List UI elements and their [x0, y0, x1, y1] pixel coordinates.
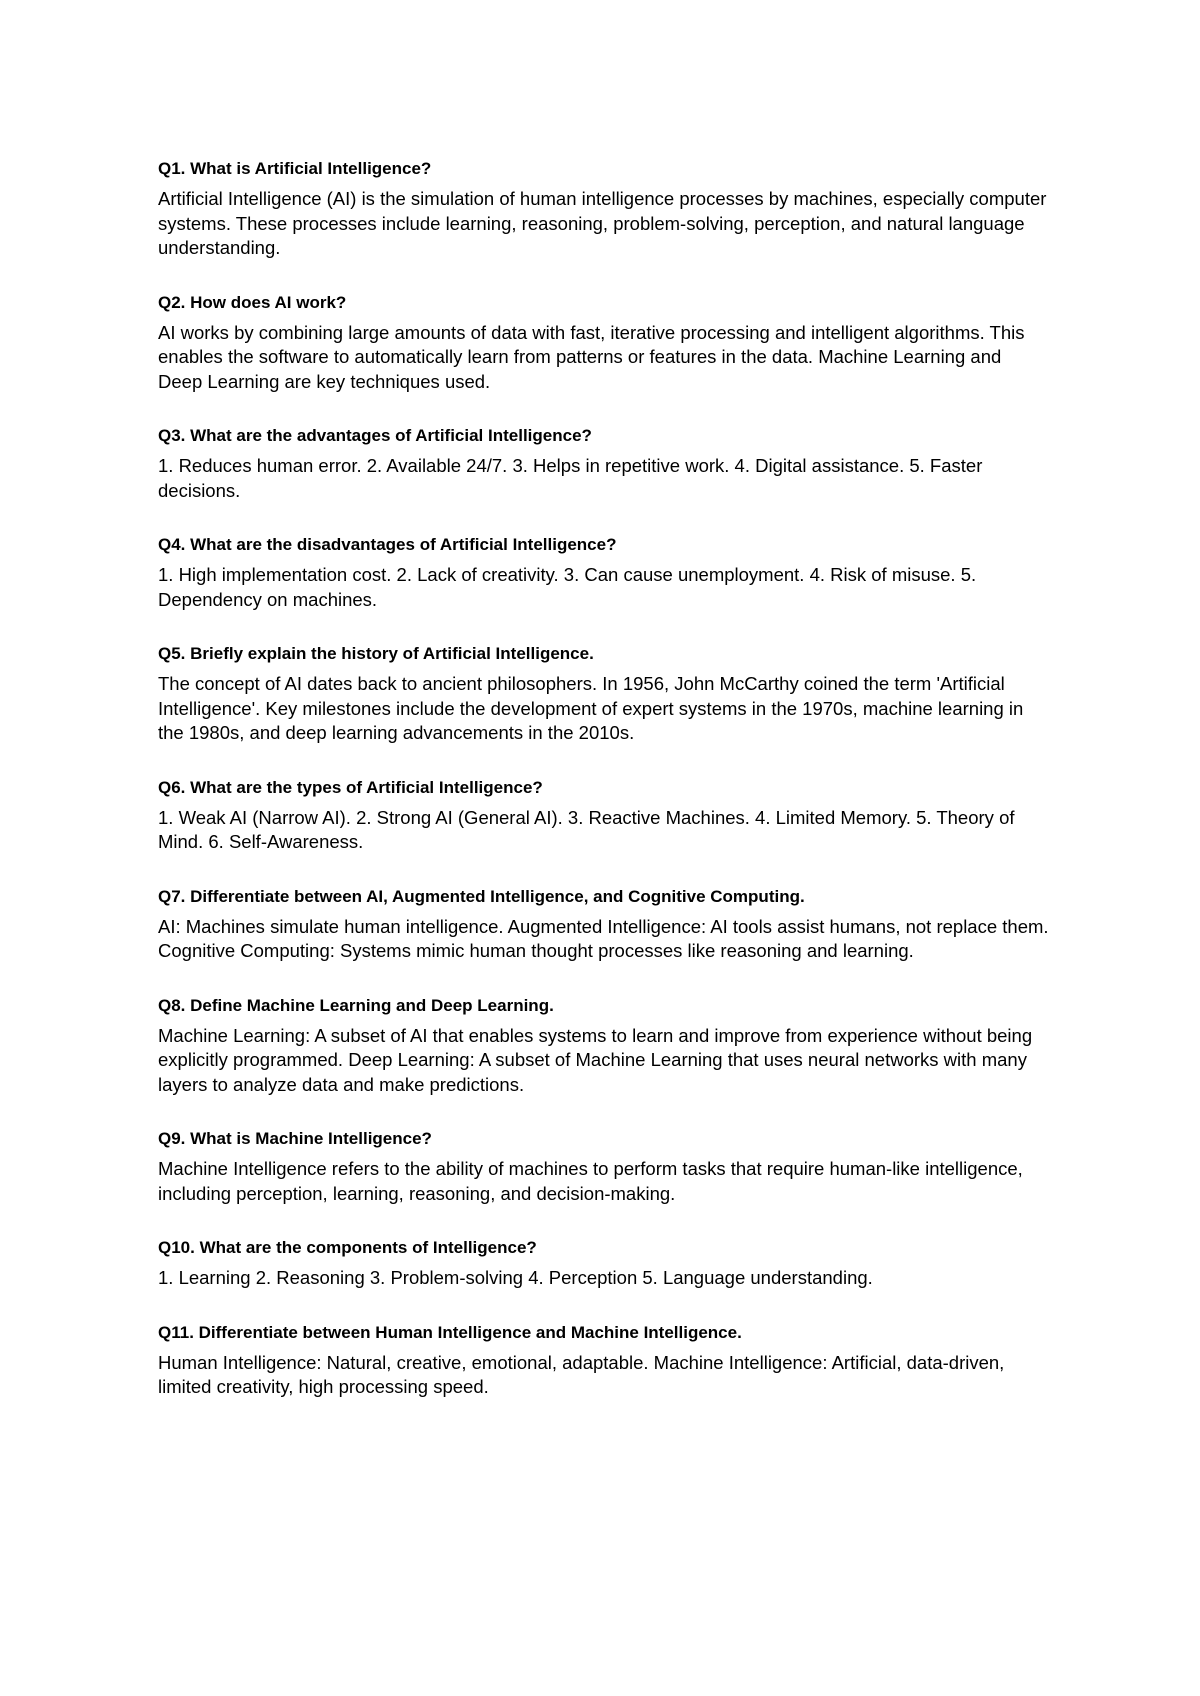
question-heading: Q1. What is Artificial Intelligence? — [158, 159, 432, 178]
qa-item-2 — [158, 293, 1050, 395]
answer-text: The concept of AI dates back to ancient philosophers. In 1956, John McCarthy coined the term 'Artificial Intelligence'. Key milestones include the development of expert systems in the 1970s, machine learning in the 1980s, and deep learning advancements in the 2010s. — [158, 673, 1024, 743]
qa-item-4 — [158, 535, 1050, 612]
answer-text: AI: Machines simulate human intelligence. Augmented Intelligence: AI tools assist humans, not replace them. Cognitive Computing: Systems mimic human thought processes like reasoning and learning. — [158, 915, 1049, 961]
qa-item-10 — [158, 1238, 1050, 1291]
answer-text: 1. Learning 2. Reasoning 3. Problem-solving 4. Perception 5. Language understanding. — [158, 1267, 873, 1288]
question-heading: Q6. What are the types of Artificial Intelligence? — [158, 777, 543, 797]
answer-text: Human Intelligence: Natural, creative, emotional, adaptable. Machine Intelligence: Artificial, data-driven, limited creativity, high processing speed. — [158, 1351, 1005, 1397]
qa-item-6 — [158, 778, 1050, 855]
qa-item-3 — [158, 426, 1050, 503]
qa-item-11 — [158, 1323, 1050, 1400]
answer-text: 1. Weak AI (Narrow AI). 2. Strong AI (General AI). 3. Reactive Machines. 4. Limited Memory. 5. Theory of Mind. 6. Self-Awareness. — [158, 806, 1015, 852]
answer-text: 1. Reduces human error. 2. Available 24/7. 3. Helps in repetitive work. 4. Digital assistance. 5. Faster decisions. — [158, 455, 983, 501]
answer-text: 1. High implementation cost. 2. Lack of creativity. 3. Can cause unemployment. 4. Risk of misuse. 5. Dependency on machines. — [158, 564, 977, 610]
answer-text: Artificial Intelligence (AI) is the simulation of human intelligence processes by machines, especially computer systems. These processes include learning, reasoning, problem-solving, perception, and natural language understanding. — [158, 188, 1047, 258]
question-heading: Q3. What are the advantages of Artificial Intelligence? — [158, 426, 592, 445]
answer-text: Machine Learning: A subset of AI that enables systems to learn and improve from experience without being explicitly programmed. Deep Learning: A subset of Machine Learning that uses neural networks with many layers to analyze data and make predictions. — [158, 1024, 1033, 1095]
question-heading: Q10. What are the components of Intelligence? — [158, 1238, 537, 1257]
question-heading: Q5. Briefly explain the history of Artificial Intelligence. — [158, 644, 594, 663]
question-heading: Q4. What are the disadvantages of Artificial Intelligence? — [158, 535, 617, 554]
question-heading: Q11. Differentiate between Human Intelligence and Machine Intelligence. — [158, 1322, 742, 1342]
qa-item-7 — [158, 887, 1050, 964]
answer-text: Machine Intelligence refers to the ability of machines to perform tasks that require human-like intelligence, including perception, learning, reasoning, and decision-making. — [158, 1158, 1023, 1204]
qa-item-1 — [158, 159, 1050, 261]
question-heading: Q2. How does AI work? — [158, 292, 347, 312]
qa-item-9 — [158, 1129, 1050, 1206]
question-heading: Q8. Define Machine Learning and Deep Learning. — [158, 995, 554, 1015]
qa-item-5 — [158, 644, 1050, 746]
question-heading: Q9. What is Machine Intelligence? — [158, 1129, 432, 1148]
question-heading: Q7. Differentiate between AI, Augmented Intelligence, and Cognitive Computing. — [158, 886, 805, 906]
qa-item-8 — [158, 996, 1050, 1098]
answer-text: AI works by combining large amounts of data with fast, iterative processing and intelligent algorithms. This enables the software to automatically learn from patterns or features in the data. Machine Learning and Deep Learning are key techniques used. — [158, 321, 1025, 392]
